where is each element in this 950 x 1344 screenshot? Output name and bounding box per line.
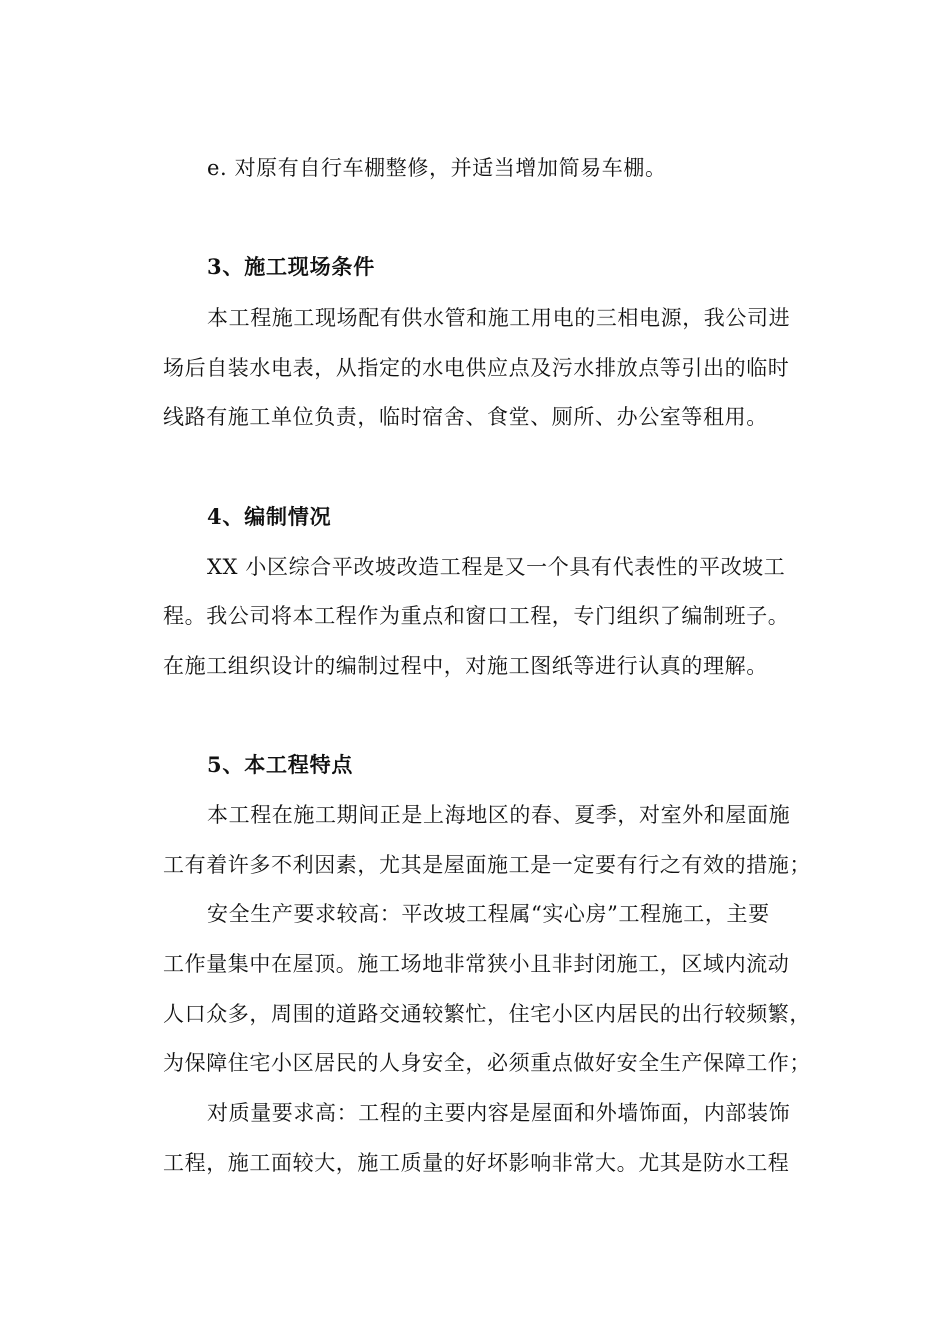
paragraph-line: 本工程在施工期间正是上海地区的春、夏季，对室外和屋面施 [207, 803, 791, 827]
list-item-e: e. 对原有自行车棚整修，并适当增加简易车棚。 [207, 156, 667, 180]
paragraph-line: 场后自装水电表，从指定的水电供应点及污水排放点等引出的临时 [163, 356, 790, 380]
section-heading-compilation: 4、编制情况 [207, 504, 332, 529]
paragraph-line: 程。我公司将本工程作为重点和窗口工程，专门组织了编制班子。 [163, 604, 790, 628]
section-heading-site-conditions: 3、施工现场条件 [207, 254, 376, 279]
paragraph-line: 为保障住宅小区居民的人身安全，必须重点做好安全生产保障工作； [163, 1051, 811, 1075]
paragraph-line: 工有着许多不利因素，尤其是屋面施工是一定要有行之有效的措施； [163, 853, 811, 877]
paragraph-line: XX 小区综合平改坡改造工程是又一个具有代表性的平改坡工 [207, 555, 786, 579]
paragraph-line: 对质量要求高：工程的主要内容是屋面和外墙饰面，内部装饰 [207, 1101, 791, 1125]
paragraph-line: 线路有施工单位负责，临时宿舍、食堂、厕所、办公室等租用。 [163, 405, 768, 429]
paragraph-line: 人口众多，周围的道路交通较繁忙，住宅小区内居民的出行较频繁， [163, 1002, 811, 1026]
paragraph-line: 工作量集中在屋顶。施工场地非常狭小且非封闭施工，区域内流动 [163, 952, 790, 976]
paragraph-line: 在施工组织设计的编制过程中，对施工图纸等进行认真的理解。 [163, 654, 768, 678]
paragraph-line: 工程，施工面较大，施工质量的好坏影响非常大。尤其是防水工程 [163, 1151, 790, 1175]
paragraph-line: 本工程施工现场配有供水管和施工用电的三相电源，我公司进 [207, 306, 791, 330]
paragraph-line: 安全生产要求较高：平改坡工程属“实心房”工程施工，主要 [207, 902, 770, 926]
section-heading-project-features: 5、本工程特点 [207, 752, 354, 777]
